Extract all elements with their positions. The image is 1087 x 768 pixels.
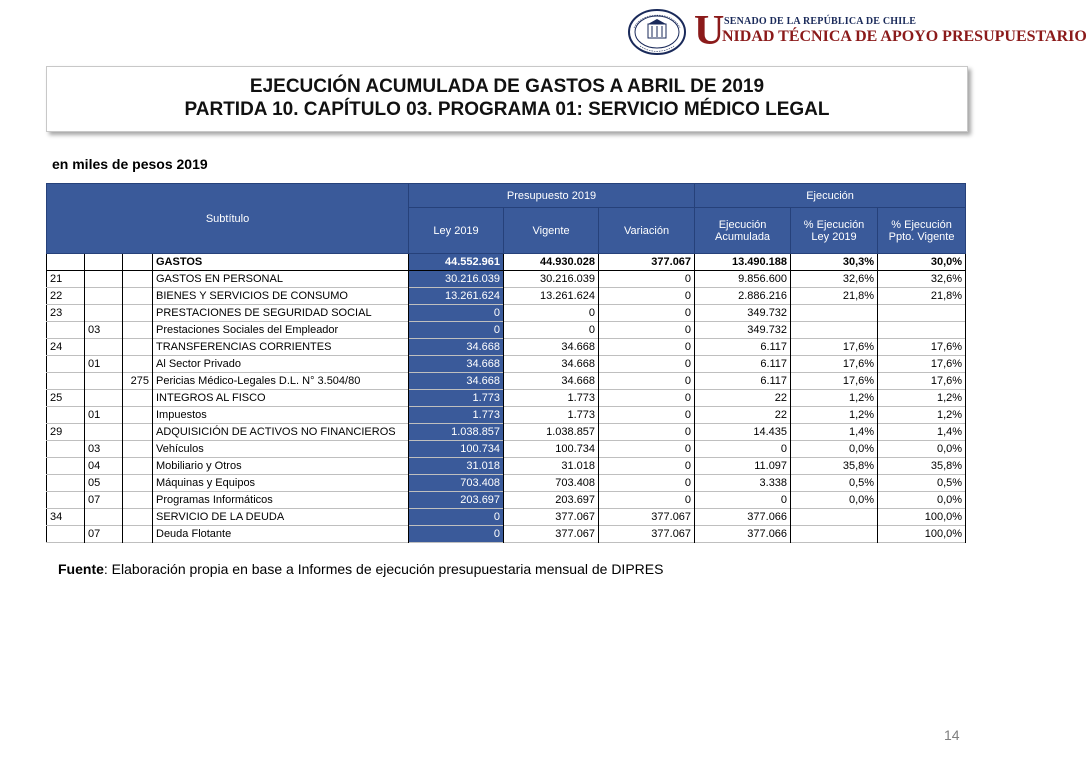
cell-name: Prestaciones Sociales del Empleador [153,322,409,339]
cell-variacion: 0 [599,373,695,390]
table-row [47,475,966,492]
cell-ley: 0 [409,526,504,543]
cell-pct-ley [791,526,878,543]
cell-c2 [85,390,123,407]
header-presupuesto: Presupuesto 2019 [409,184,695,208]
title-box [46,66,968,132]
table-row [47,322,966,339]
cell-c3 [123,526,153,543]
cell-vigente: 34.668 [504,339,599,356]
cell-ley: 1.773 [409,390,504,407]
cell-variacion: 0 [599,407,695,424]
table-row [47,305,966,322]
cell-ley: 1.038.857 [409,424,504,441]
cell-c1: 21 [47,271,85,288]
header-subtitulo: Subtítulo [47,184,409,254]
cell-vigente: 377.067 [504,509,599,526]
cell-vigente: 30.216.039 [504,271,599,288]
cell-ejec: 6.117 [695,373,791,390]
cell-vigente: 203.697 [504,492,599,509]
cell-c1 [47,492,85,509]
cell-ley: 13.261.624 [409,288,504,305]
source-note [58,561,663,577]
cell-c2: 03 [85,441,123,458]
cell-name: SERVICIO DE LA DEUDA [153,509,409,526]
cell-c3 [123,424,153,441]
cell-c1 [47,254,85,271]
header-ley: Ley 2019 [409,208,504,254]
cell-ley: 34.668 [409,356,504,373]
cell-c3 [123,356,153,373]
cell-name: Pericias Médico-Legales D.L. N° 3.504/80 [153,373,409,390]
cell-pct-vig: 30,0% [878,254,966,271]
cell-ejec: 9.856.600 [695,271,791,288]
page-subtitle: PARTIDA 10. CAPÍTULO 03. PROGRAMA 01: SERVICIO MÉDICO LEGAL [184,99,830,120]
cell-vigente: 703.408 [504,475,599,492]
cell-ejec: 13.490.188 [695,254,791,271]
cell-vigente: 13.261.624 [504,288,599,305]
cell-ley: 30.216.039 [409,271,504,288]
header-pct-ley-l1: % Ejecución [803,218,865,231]
cell-c1: 23 [47,305,85,322]
page-number: 14 [944,727,960,743]
cell-c3 [123,322,153,339]
cell-c3 [123,509,153,526]
cell-c3: 275 [123,373,153,390]
cell-c1 [47,373,85,390]
cell-c3 [123,288,153,305]
cell-name: ADQUISICIÓN DE ACTIVOS NO FINANCIEROS [153,424,409,441]
cell-vigente: 34.668 [504,356,599,373]
cell-variacion: 0 [599,356,695,373]
table-row [47,339,966,356]
cell-ejec: 349.732 [695,305,791,322]
cell-c1 [47,526,85,543]
cell-c2 [85,424,123,441]
cell-c2 [85,254,123,271]
cell-vigente: 34.668 [504,373,599,390]
header-pct-ley [791,208,878,254]
header-ejec-acumulada-l2: Acumulada [715,230,771,243]
cell-ejec: 22 [695,407,791,424]
cell-vigente: 31.018 [504,458,599,475]
cell-variacion: 0 [599,339,695,356]
cell-c1: 22 [47,288,85,305]
cell-pct-ley: 0,0% [791,492,878,509]
cell-pct-vig [878,322,966,339]
cell-c2 [85,339,123,356]
table-row [47,424,966,441]
cell-variacion: 0 [599,305,695,322]
cell-variacion: 0 [599,288,695,305]
cell-variacion: 0 [599,271,695,288]
source-text: : Elaboración propia en base a Informes de ejecución presupuestaria mensual de DIPRES [103,561,664,577]
cell-variacion: 0 [599,492,695,509]
cell-pct-vig: 17,6% [878,356,966,373]
cell-pct-ley [791,509,878,526]
cell-ley: 34.668 [409,373,504,390]
cell-c1: 29 [47,424,85,441]
header-ejec-acumulada [695,208,791,254]
cell-variacion: 0 [599,458,695,475]
cell-name: INTEGROS AL FISCO [153,390,409,407]
cell-ejec: 6.117 [695,356,791,373]
senado-seal-icon [628,8,686,56]
cell-pct-vig: 0,5% [878,475,966,492]
cell-c3 [123,458,153,475]
table-row [47,356,966,373]
table-row [47,441,966,458]
page-title: EJECUCIÓN ACUMULADA DE GASTOS A ABRIL DE 2019 [249,76,765,97]
cell-pct-ley [791,305,878,322]
header-variacion: Variación [599,208,695,254]
cell-ley: 31.018 [409,458,504,475]
cell-ejec: 14.435 [695,424,791,441]
header-vigente: Vigente [504,208,599,254]
cell-pct-ley: 1,2% [791,407,878,424]
cell-pct-vig: 17,6% [878,339,966,356]
cell-ejec: 0 [695,492,791,509]
cell-pct-vig: 35,8% [878,458,966,475]
cell-ejec: 3.338 [695,475,791,492]
header-pct-ley-l2: Ley 2019 [811,230,857,243]
cell-ley: 44.552.961 [409,254,504,271]
cell-c2: 01 [85,407,123,424]
cell-vigente: 0 [504,305,599,322]
cell-c2 [85,509,123,526]
cell-name: Impuestos [153,407,409,424]
cell-c2: 01 [85,356,123,373]
cell-pct-vig [878,305,966,322]
cell-c3 [123,390,153,407]
cell-c3 [123,492,153,509]
cell-vigente: 44.930.028 [504,254,599,271]
cell-pct-ley: 17,6% [791,373,878,390]
cell-c1: 24 [47,339,85,356]
cell-name: Mobiliario y Otros [153,458,409,475]
cell-vigente: 100.734 [504,441,599,458]
header-ejec-acumulada-l1: Ejecución [718,218,767,231]
cell-vigente: 1.773 [504,390,599,407]
cell-c2 [85,305,123,322]
cell-ejec: 377.066 [695,526,791,543]
table-row [47,254,966,271]
cell-pct-vig: 100,0% [878,509,966,526]
cell-pct-ley: 0,0% [791,441,878,458]
cell-ley: 100.734 [409,441,504,458]
source-label: Fuente [58,561,104,577]
cell-pct-vig: 0,0% [878,492,966,509]
cell-c1 [47,407,85,424]
cell-name: Vehículos [153,441,409,458]
cell-c2 [85,271,123,288]
cell-ejec: 377.066 [695,509,791,526]
cell-name: Programas Informáticos [153,492,409,509]
header-pct-vigente-l1: % Ejecución [891,218,952,231]
cell-ejec: 349.732 [695,322,791,339]
table-row [47,390,966,407]
cell-c2: 07 [85,492,123,509]
cell-ley: 0 [409,509,504,526]
cell-vigente: 1.773 [504,407,599,424]
cell-pct-ley [791,322,878,339]
cell-c1 [47,441,85,458]
header-ejecucion: Ejecución [695,184,966,208]
cell-c2 [85,373,123,390]
cell-variacion: 0 [599,424,695,441]
cell-c3 [123,441,153,458]
brand-senado: SENADO DE LA REPÚBLICA DE CHILE [724,16,917,27]
cell-c3 [123,407,153,424]
cell-c3 [123,271,153,288]
table-row [47,526,966,543]
cell-name: GASTOS [153,254,409,271]
cell-c1 [47,458,85,475]
cell-ley: 0 [409,305,504,322]
cell-name: TRANSFERENCIAS CORRIENTES [153,339,409,356]
cell-vigente: 0 [504,322,599,339]
cell-vigente: 377.067 [504,526,599,543]
cell-variacion: 377.067 [599,509,695,526]
table-row [47,271,966,288]
cell-c3 [123,254,153,271]
cell-name: Al Sector Privado [153,356,409,373]
cell-ley: 1.773 [409,407,504,424]
cell-pct-ley: 32,6% [791,271,878,288]
cell-pct-ley: 30,3% [791,254,878,271]
budget-table [46,183,966,543]
cell-c1 [47,356,85,373]
cell-pct-ley: 21,8% [791,288,878,305]
table-row [47,458,966,475]
cell-c2 [85,288,123,305]
cell-c2: 03 [85,322,123,339]
cell-ley: 703.408 [409,475,504,492]
header-pct-vigente-l2: Ppto. Vigente [888,230,955,243]
table-row [47,492,966,509]
cell-c3 [123,475,153,492]
cell-pct-ley: 17,6% [791,339,878,356]
cell-name: Máquinas y Equipos [153,475,409,492]
cell-ley: 203.697 [409,492,504,509]
cell-pct-vig: 1,2% [878,390,966,407]
cell-name: Deuda Flotante [153,526,409,543]
cell-ejec: 22 [695,390,791,407]
cell-pct-ley: 17,6% [791,356,878,373]
cell-c3 [123,339,153,356]
cell-pct-ley: 1,4% [791,424,878,441]
cell-pct-ley: 0,5% [791,475,878,492]
cell-ley: 0 [409,322,504,339]
cell-ejec: 11.097 [695,458,791,475]
cell-pct-vig: 100,0% [878,526,966,543]
cell-c1: 34 [47,509,85,526]
cell-variacion: 0 [599,322,695,339]
cell-pct-vig: 32,6% [878,271,966,288]
cell-pct-ley: 35,8% [791,458,878,475]
brand-unidad: NIDAD TÉCNICA DE APOYO PRESUPUESTARIO [722,28,1087,45]
cell-ejec: 0 [695,441,791,458]
cell-ejec: 6.117 [695,339,791,356]
cell-c2: 05 [85,475,123,492]
cell-pct-vig: 0,0% [878,441,966,458]
cell-pct-ley: 1,2% [791,390,878,407]
table-row [47,509,966,526]
cell-name: PRESTACIONES DE SEGURIDAD SOCIAL [153,305,409,322]
cell-name: BIENES Y SERVICIOS DE CONSUMO [153,288,409,305]
cell-variacion: 0 [599,390,695,407]
header-pct-vigente [878,208,966,254]
units-label: en miles de pesos 2019 [52,156,208,172]
cell-variacion: 377.067 [599,254,695,271]
cell-c3 [123,305,153,322]
cell-c1 [47,322,85,339]
cell-c2: 07 [85,526,123,543]
cell-ejec: 2.886.216 [695,288,791,305]
brand-initial: U [694,8,725,54]
cell-c1 [47,475,85,492]
table-row [47,288,966,305]
cell-c1: 25 [47,390,85,407]
cell-variacion: 0 [599,475,695,492]
cell-variacion: 0 [599,441,695,458]
cell-pct-vig: 1,4% [878,424,966,441]
cell-variacion: 377.067 [599,526,695,543]
cell-pct-vig: 17,6% [878,373,966,390]
cell-ley: 34.668 [409,339,504,356]
cell-pct-vig: 21,8% [878,288,966,305]
cell-name: GASTOS EN PERSONAL [153,271,409,288]
senado-logo [628,8,1087,58]
table-row [47,407,966,424]
cell-c2: 04 [85,458,123,475]
table-row [47,373,966,390]
cell-vigente: 1.038.857 [504,424,599,441]
cell-pct-vig: 1,2% [878,407,966,424]
